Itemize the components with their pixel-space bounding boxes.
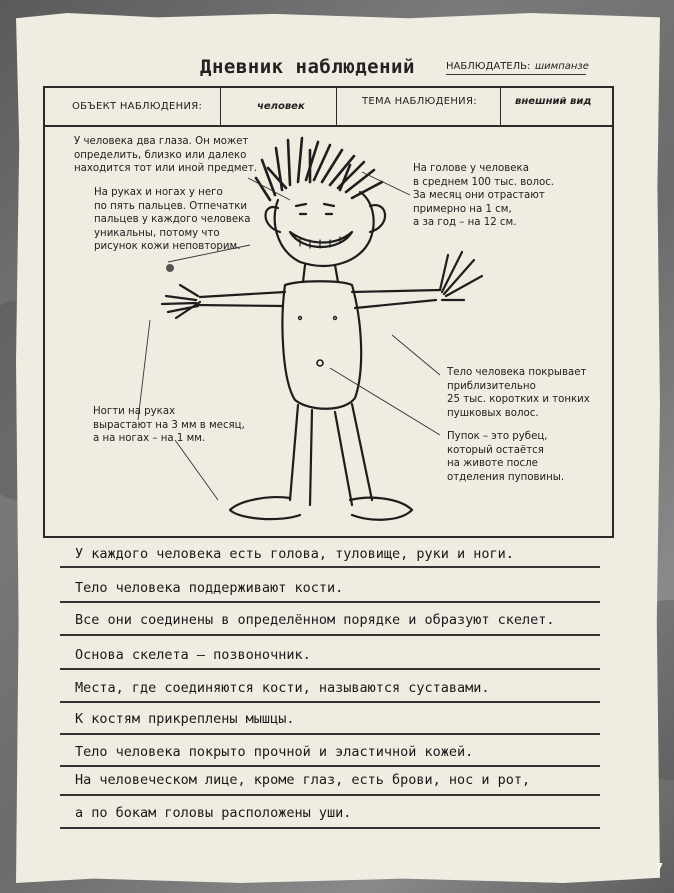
fact-line: На человеческом лице, кроме глаз, есть брови, нос и рот, bbox=[75, 772, 531, 788]
note-line: уникальны, потому что bbox=[94, 227, 220, 239]
note-line: определить, близко или далеко bbox=[74, 149, 247, 161]
object-value: человек bbox=[257, 101, 305, 112]
writing-rule bbox=[60, 601, 600, 603]
note-line: рисунок кожи неповторим. bbox=[94, 241, 241, 252]
note-line: вырастают на 3 мм в месяц, bbox=[93, 419, 245, 431]
topic-label: ТЕМА НАБЛЮДЕНИЯ: bbox=[362, 96, 477, 107]
note-line: Пупок – это рубец, bbox=[447, 431, 548, 442]
pointer-navel bbox=[330, 368, 440, 435]
observer-value: шимпанзе bbox=[535, 61, 589, 72]
nipple-left bbox=[299, 317, 302, 320]
hair-strands bbox=[256, 138, 382, 200]
mouth bbox=[290, 232, 352, 247]
nipple-right bbox=[334, 317, 337, 320]
note-line: по пять пальцев. Отпечатки bbox=[94, 200, 248, 212]
brow-left bbox=[296, 204, 306, 206]
writing-rule bbox=[60, 701, 600, 703]
right-foot bbox=[350, 498, 412, 520]
fact-line: Тело человека поддерживают кости. bbox=[75, 580, 344, 596]
note-line: пальцев у каждого человека bbox=[94, 214, 251, 225]
observer-label: НАБЛЮДАТЕЛЬ: bbox=[446, 61, 531, 72]
navel bbox=[317, 360, 323, 366]
note-line: отделения пуповины. bbox=[447, 471, 565, 483]
note-line: в среднем 100 тыс. волос. bbox=[413, 176, 555, 188]
fact-line: а по бокам головы расположены уши. bbox=[75, 805, 352, 821]
note-line: а на ногах – на 1 мм. bbox=[93, 433, 206, 444]
note-line: приблизительно bbox=[447, 380, 536, 392]
note-hair bbox=[413, 162, 554, 230]
fact-line: К костям прикреплены мышцы. bbox=[75, 711, 295, 727]
note-line: На голове у человека bbox=[413, 163, 529, 174]
note-fingers bbox=[94, 186, 251, 254]
note-line: На руках и ногах у него bbox=[94, 187, 223, 198]
note-nails bbox=[93, 405, 245, 446]
left-ear bbox=[266, 207, 281, 232]
note-line: находится тот или иной предмет. bbox=[74, 163, 258, 174]
fact-line: Места, где соединяются кости, называются суставами. bbox=[75, 680, 490, 696]
left-hand bbox=[162, 285, 200, 318]
writing-rule bbox=[60, 794, 600, 796]
neck bbox=[303, 265, 338, 282]
writing-rule bbox=[60, 733, 600, 735]
note-line: на животе после bbox=[447, 458, 538, 469]
fact-line: Все они соединены в определённом порядке и образуют скелет. bbox=[75, 612, 555, 628]
right-leg bbox=[335, 404, 372, 505]
pointer-nails-foot bbox=[175, 440, 218, 500]
note-navel bbox=[447, 430, 564, 484]
left-leg bbox=[290, 405, 312, 505]
writing-rule bbox=[60, 765, 600, 767]
note-eyes bbox=[74, 135, 257, 176]
note-line: пушковых волос. bbox=[447, 407, 539, 419]
pointer-body-hair bbox=[392, 335, 440, 375]
note-body-hair bbox=[447, 366, 590, 420]
topic-value: внешний вид bbox=[515, 96, 592, 107]
note-line: Ногти на руках bbox=[93, 406, 176, 417]
note-line: который остаётся bbox=[447, 444, 544, 456]
writing-rule bbox=[60, 634, 600, 636]
fact-line: У каждого человека есть голова, туловище, руки и ноги. bbox=[75, 546, 514, 562]
fingerprint-mark bbox=[166, 264, 174, 272]
torso bbox=[282, 281, 361, 409]
page-number: 7 bbox=[656, 862, 663, 873]
right-arm bbox=[352, 290, 440, 308]
note-line: У человека два глаза. Он может bbox=[74, 136, 249, 147]
fact-line: Тело человека покрыто прочной и эластичной кожей. bbox=[75, 744, 474, 760]
note-line: примерно на 1 см, bbox=[413, 203, 512, 215]
writing-rule bbox=[60, 668, 600, 670]
brow-right bbox=[324, 204, 334, 206]
object-label: ОБЪЕКТ НАБЛЮДЕНИЯ: bbox=[72, 101, 203, 112]
page-title: Дневник наблюдений bbox=[200, 56, 415, 78]
fact-line: Основа скелета – позвоночник. bbox=[75, 647, 311, 663]
note-line: За месяц они отрастают bbox=[413, 190, 545, 201]
note-line: а за год – на 12 см. bbox=[413, 217, 517, 228]
note-line: 25 тыс. коротких и тонких bbox=[447, 394, 590, 405]
writing-rule bbox=[60, 566, 600, 568]
right-hand bbox=[440, 252, 482, 300]
teeth bbox=[300, 237, 340, 248]
writing-rule bbox=[60, 827, 600, 829]
note-line: Тело человека покрывает bbox=[447, 367, 587, 378]
left-arm bbox=[196, 292, 285, 306]
pointer-hair bbox=[362, 172, 410, 195]
